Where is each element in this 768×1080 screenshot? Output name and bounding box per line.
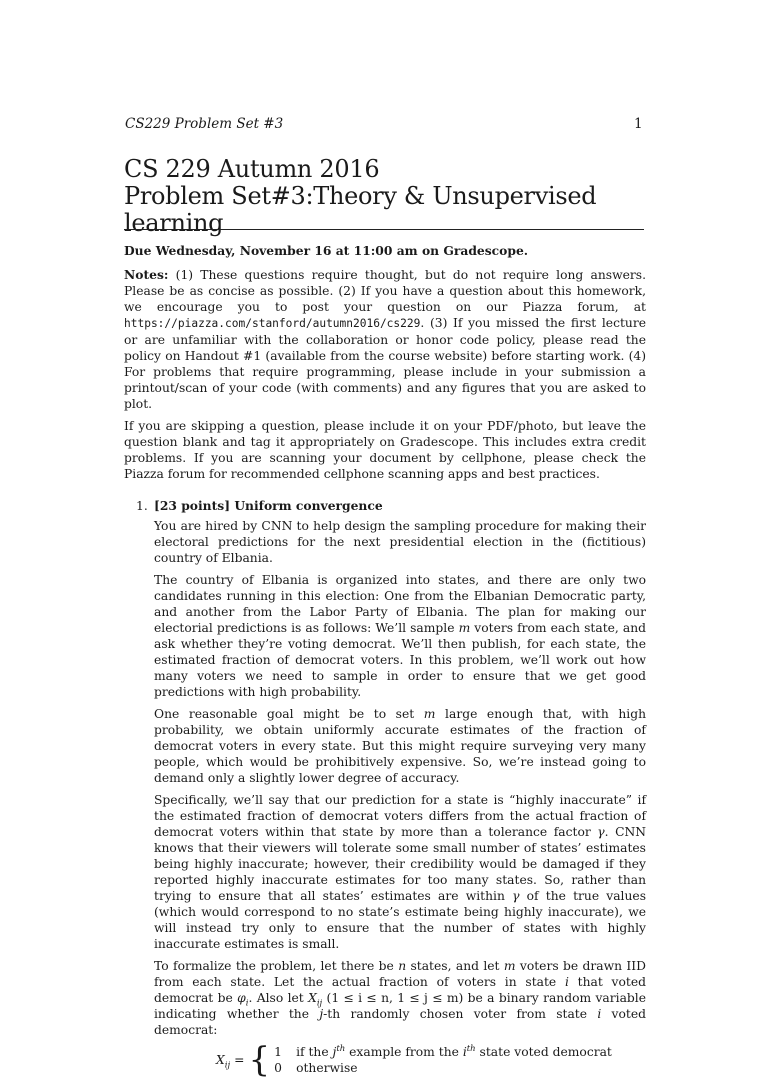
problem-heading: [154, 498, 646, 514]
problem-number: 1.: [136, 499, 148, 513]
superscript-th: th: [336, 1043, 346, 1054]
p5-text-b: states, and let: [406, 959, 504, 973]
p4-text-a: Specifically, we’ll say that our prediction for a state is “highly inaccurate” if the estimated fraction of democrat voters differs from the actual fraction of democrat voters within that state by more than a tolerance factor: [154, 793, 646, 839]
math-m: m: [458, 621, 471, 635]
notes-text-a: (1) These questions require thought, but do not require long answers. Please be as concise as possible. (2) If you have a question about this homework, we encourage you to post your question on our Piazza forum, at: [124, 268, 646, 314]
problem-paragraph-4: [154, 792, 646, 952]
p5-text-d: that voted democrat be: [154, 975, 646, 1005]
equation-cases: [274, 1044, 612, 1076]
math-i: i: [564, 975, 569, 989]
p5-text-c: voters be drawn IID from each state. Let the actual fraction of voters in state: [154, 959, 646, 989]
math-x: X: [308, 991, 317, 1005]
running-title: CS229 Problem Set #3: [125, 116, 284, 132]
math-x-subscript: ij: [316, 998, 323, 1009]
problem-paragraph-2: [154, 572, 646, 700]
superscript-th: th: [466, 1043, 476, 1054]
case-1-text-a: if the: [296, 1045, 333, 1059]
equals-sign: =: [234, 1053, 245, 1067]
document-body: [124, 243, 647, 1080]
notes-label: Notes:: [124, 267, 169, 282]
case-1: [274, 1044, 612, 1060]
math-gamma: γ: [597, 825, 605, 839]
due-date: Due Wednesday, November 16 at 11:00 am on Gradescope.: [124, 243, 529, 258]
p4-text-b: . CNN knows that their viewers will tolerate some small number of states’ estimates being highly inaccurate; however, their credibility would be damaged if they reported highly inaccurate estimates for too many states. So, rather than trying to ensure that all states’ estimates are within: [154, 825, 646, 903]
p4-text-c: of the true values (which would correspond to no state’s estimate being highly inaccurate), we will instead try only to ensure that the number of states with highly inaccurate estimates is small.: [154, 889, 647, 951]
indicator-equation: [216, 1040, 646, 1080]
notes-paragraph: [124, 267, 646, 412]
problem-paragraph-5: [154, 958, 646, 1038]
case-1-condition: [296, 1044, 612, 1060]
case-1-value: 1: [274, 1045, 282, 1059]
running-header: [125, 116, 645, 132]
title-line-1: CS 229 Autumn 2016: [124, 155, 380, 183]
case-2: [274, 1060, 612, 1076]
p3-text-a: One reasonable goal might be to set: [154, 707, 424, 721]
document-title: [124, 156, 664, 237]
p5-text-f: (1 ≤ i ≤ n, 1 ≤ j ≤ m) be a binary random variable indicating whether the: [154, 991, 646, 1021]
p3-text-b: large enough that, with high probability, we obtain uniformly accurate estimates of the fraction of democrat voters in every state. But this might require surveying very many people, which would be prohibitively expensive. So, we’re instead going to demand only a slightly lower degree of accuracy.: [154, 707, 647, 785]
problem-points: [23 points]: [154, 498, 231, 513]
piazza-url[interactable]: https://piazza.com/stanford/autumn2016/cs229: [124, 317, 421, 330]
problem-title: Uniform convergence: [230, 498, 383, 513]
math-i: i: [462, 1045, 467, 1059]
problem-1: [124, 498, 647, 1080]
p5-text-g: -th randomly chosen voter from state: [323, 1007, 598, 1021]
title-line-2: Problem Set#3:Theory & Unsupervised learning: [124, 182, 597, 237]
math-i: i: [597, 1007, 602, 1021]
p5-text-h: voted democrat:: [154, 1007, 646, 1037]
math-n: n: [398, 959, 407, 973]
equation-lhs: [216, 1052, 234, 1071]
case-1-text-b: example from the: [345, 1045, 463, 1059]
page-number: 1: [634, 116, 643, 132]
math-gamma: γ: [512, 889, 520, 903]
lhs-symbol: X: [216, 1053, 225, 1067]
p2-text-b: voters from each state, and ask whether they’re voting democrat. We’ll then publish, for each state, the estimated fraction of democrat voters. In this problem, we’ll work out how many voters we need to sample in order to ensure that we get good predictions with high probability.: [154, 621, 647, 699]
math-m: m: [503, 959, 516, 973]
p2-text-a: The country of Elbania is organized into states, and there are only two candidates running in this election: One from the Elbanian Democratic party, and another from the Labor Party of Elbania. The plan for making our electorial predictions is as follows: We’ll sample: [154, 573, 646, 635]
math-phi-subscript: i: [245, 998, 249, 1009]
problem-paragraph-3: [154, 706, 646, 786]
math-phi: φ: [237, 991, 246, 1005]
p5-text-e: . Also let: [248, 991, 309, 1005]
case-2-value: 0: [274, 1061, 282, 1075]
case-2-condition: otherwise: [296, 1061, 358, 1075]
math-m: m: [423, 707, 436, 721]
title-divider: [124, 229, 644, 230]
math-j: j: [319, 1007, 324, 1021]
lhs-subscript: ij: [224, 1060, 231, 1071]
notes-text-b: . (3) If you missed the first lecture or are unfamiliar with the collaboration or honor code policy, please read the policy on Handout #1 (available from the course website) before starting work. (4) For problems that require programming, please include in your submission a printout/scan of your code (with comments) and any figures that you are asked to plot.: [124, 316, 646, 411]
case-1-text-c: state voted democrat: [475, 1045, 612, 1059]
math-j: j: [332, 1045, 337, 1059]
skipping-paragraph: If you are skipping a question, please include it on your PDF/photo, but leave the question blank and tag it appropriately on Gradescope. This includes extra credit problems. If you are scanning your document by cellphone, please check the Piazza forum for recommended cellphone scanning apps and best practices.: [124, 419, 646, 481]
left-brace-icon: {: [248, 1040, 271, 1080]
problem-paragraph-1: You are hired by CNN to help design the sampling procedure for making their electoral predictions for the next presidential election in the (fictitious) country of Elbania.: [154, 519, 646, 565]
p5-text-a: To formalize the problem, let there be: [154, 959, 399, 973]
